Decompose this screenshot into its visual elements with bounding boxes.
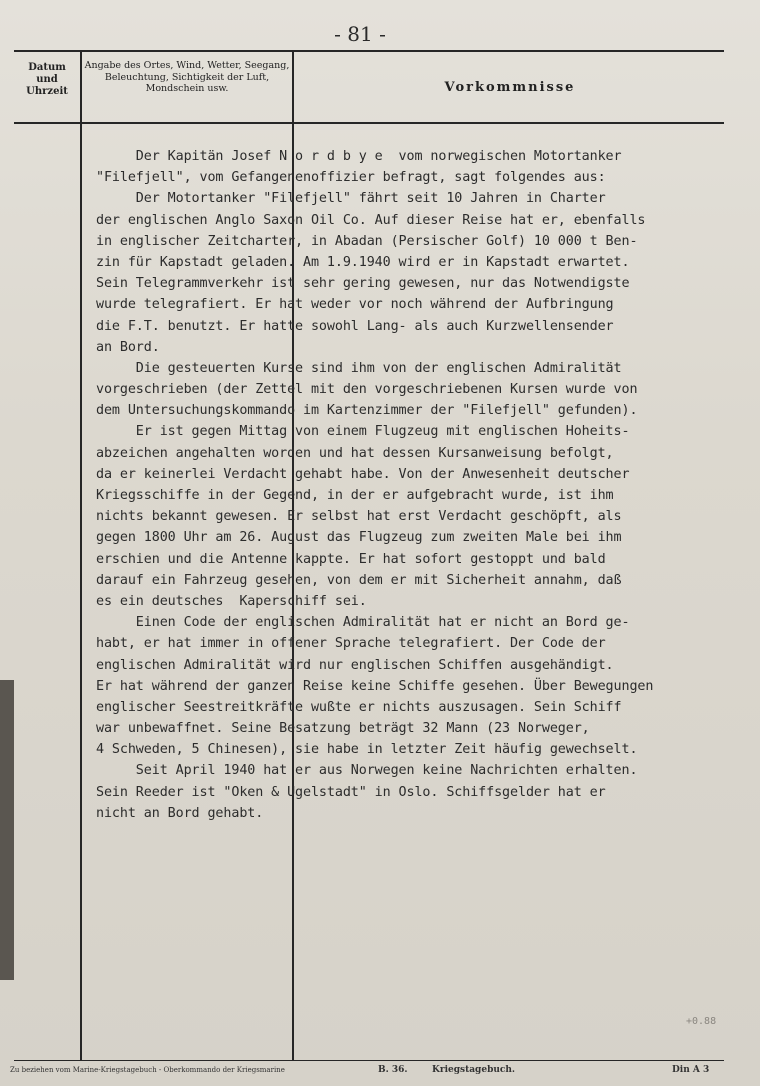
text-line: abzeichen angehalten worden und hat dessen Kursanweisung befolgt, xyxy=(96,445,614,461)
text-line: nichts bekannt gewesen. Er selbst hat erst Verdacht geschöpft, als xyxy=(96,509,622,525)
header-bottom-rule xyxy=(14,122,724,124)
text-line: Seit April 1940 hat er aus Norwegen keine Nachrichten erhalten. xyxy=(96,763,638,779)
text-line: Er hat während der ganzen Reise keine Schiffe gesehen. Über Bewegungen xyxy=(96,678,654,694)
text-line: englischer Seestreitkräfte wußte er nichts auszusagen. Sein Schiff xyxy=(96,699,622,715)
text-line: in englischer Zeitcharter, in Abadan (Persischer Golf) 10 000 t Ben- xyxy=(96,233,638,249)
text-line: nicht an Bord gehabt. xyxy=(96,805,264,821)
header-vorkommnisse: Vorkommnisse xyxy=(444,80,576,95)
footer-form-number: B. 36. xyxy=(378,1065,408,1075)
text-line: Der Kapitän Josef N o r d b y e vom norwegischen Motortanker xyxy=(96,149,622,164)
text-line: Kriegsschiffe in der Gegend, in der er aufgebracht wurde, ist ihm xyxy=(96,488,614,503)
text-line: Die gesteuerten Kurse sind ihm von der englischen Admiralität xyxy=(96,360,622,376)
text-line: die F.T. benutzt. Er hatte sowohl Lang- als auch Kurzwellensender xyxy=(96,318,614,334)
text-line: darauf ein Fahrzeug gesehen, von dem er mit Sicherheit annahm, daß xyxy=(96,572,622,588)
footer-printer-note: Zu beziehen vom Marine-Kriegstagebuch - Oberkommando der Kriegsmarine xyxy=(10,1066,285,1074)
text-line: an Bord. xyxy=(96,339,160,355)
text-line: zin für Kapstadt geladen. Am 1.9.1940 wird er in Kapstadt erwartet. xyxy=(96,254,630,270)
text-line: "Filefjell", vom Gefangenenoffizier befragt, sagt folgendes aus: xyxy=(96,170,606,186)
column-divider-1 xyxy=(80,50,82,1060)
text-line: Einen Code der englischen Admiralität hat er nicht an Bord ge- xyxy=(96,615,630,631)
page-number: - 81 - xyxy=(334,22,386,46)
text-line: der englischen Anglo Saxon Oil Co. Auf dieser Reise hat er, ebenfalls xyxy=(96,212,646,228)
margin-stamp: +0.88 xyxy=(686,1016,717,1027)
header-datum-uhrzeit: Datum und Uhrzeit xyxy=(26,62,68,97)
text-line: da er keinerlei Verdacht gehabt habe. Von der Anwesenheit deutscher xyxy=(96,466,630,482)
header-top-rule xyxy=(14,50,724,52)
text-line: Sein Telegrammverkehr ist sehr gering gewesen, nur das Notwendigste xyxy=(96,276,630,292)
text-line: vorgeschrieben (der Zettel mit den vorgeschriebenen Kursen wurde von xyxy=(96,382,638,398)
text-line: erschien und die Antenne kappte. Er hat sofort gestoppt und bald xyxy=(96,551,606,567)
text-line: es ein deutsches Kaperschiff sei. xyxy=(96,593,367,609)
text-line: Der Motortanker "Filefjell" fährt seit 10 Jahren in Charter xyxy=(96,191,606,207)
text-line: dem Untersuchungskommando im Kartenzimmer der "Filefjell" gefunden). xyxy=(96,403,638,419)
typed-report-text xyxy=(96,146,760,824)
text-line: wurde telegrafiert. Er hat weder vor noch während der Aufbringung xyxy=(96,297,614,313)
text-line: gegen 1800 Uhr am 26. August das Flugzeug zum zweiten Male bei ihm xyxy=(96,530,622,546)
footer-form-name: Kriegstagebuch. xyxy=(432,1065,516,1075)
text-line: englischen Admiralität wird nur englischen Schiffen ausgehändigt. xyxy=(96,657,614,673)
footer-paper-size: Din A 3 xyxy=(672,1065,710,1075)
text-line: Er ist gegen Mittag von einem Flugzeug mit englischen Hoheits- xyxy=(96,424,630,440)
text-line: Sein Reeder ist "Oken & Ugelstadt" in Oslo. Schiffsgelder hat er xyxy=(96,784,606,800)
text-line: war unbewaffnet. Seine Besatzung beträgt 32 Mann (23 Norweger, xyxy=(96,721,590,737)
text-line: habt, er hat immer in offener Sprache telegrafiert. Der Code der xyxy=(96,636,606,652)
text-line: 4 Schweden, 5 Chinesen), sie habe in letzter Zeit häufig gewechselt. xyxy=(96,742,638,758)
header-ort-wetter: Angabe des Ortes, Wind, Wetter, Seegang, Beleuchtung, Sichtigkeit der Luft, Mondschein usw. xyxy=(84,60,290,94)
binding-edge xyxy=(0,680,14,980)
footer-rule xyxy=(14,1060,724,1061)
